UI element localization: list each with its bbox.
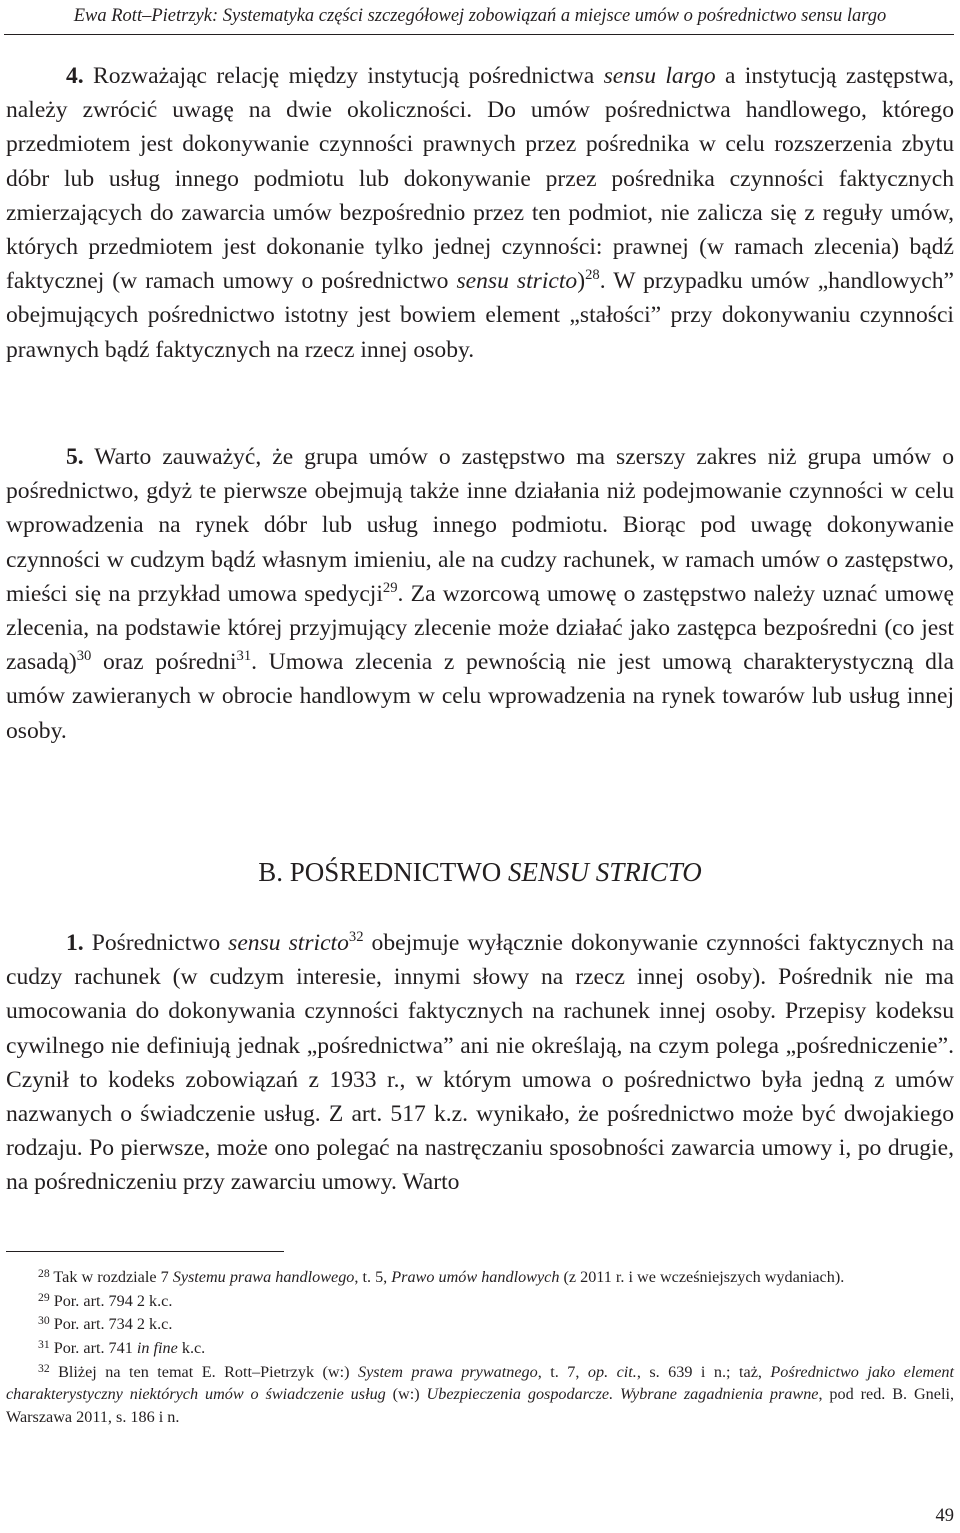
footnote-32: $^{32}$ Bliżej na ten temat E. Rott–Pietrzyk (w:) System prawa prywatnego, t. 7, op. cit., s. 639 i n.; taż, Pośrednictwo jako element charakterystyczny niektórych umów o świadczenie usług (w:) Ubezpieczenia gospodarcze. Wybrane zagadnienia prawne, pod red. B. Gneli, Warszawa 2011, s. 186 i n. (6, 1361, 955, 1426)
footnote-ref-28[interactable]: 28 (585, 267, 600, 284)
footnote-ref-31[interactable]: 31 (236, 648, 252, 665)
page-number: 49 (935, 1506, 954, 1526)
section-heading-b: B. POŚREDNICTWO SENSU STRICTO (258, 857, 702, 887)
paragraph-5: 5. Warto zauważyć, że grupa umów o zastępstwo ma szerszy zakres niż grupa umów o pośrednictwo, gdyż te pierwsze obejmują także inne działania niż podejmowanie czynności w celu wprowadzenia na rynek dóbr lub usług innego podmiotu. Biorąc pod uwagę dokonywanie czynności w cudzym bądź własnym imieniu, ale na cudzy rachunek, w ramach umów o zastępstwo, mieści się na przykład umowa spedycji$^{29}$. Za wzorcową umowę o zastępstwo należy uznać umowę zlecenia, na podstawie której przyjmujący zlecenie może działać jako zastępca bezpośredni (co jest zasadą)$^{30}$ oraz pośredni$^{31}$. Umowa zlecenia z pewnością nie jest umową charakterystyczną dla umów zawieranych w obrocie handlowym w celu wprowadzenia na rynek towarów lub usług innej osoby. (6, 444, 954, 744)
paragraph-number: 5. (66, 444, 84, 470)
running-header: Ewa Rott–Pietrzyk: Systematyka części szczegółowej zobowiązań a miejsce umów o pośrednictwo sensu largo (73, 6, 887, 26)
footnote-ref-32[interactable]: 32 (348, 929, 364, 946)
header-rule (4, 34, 954, 35)
footnote-30: $^{30}$ Por. art. 734 2 k.c. (38, 1314, 173, 1334)
footnote-ref-29[interactable]: 29 (382, 580, 398, 597)
footnote-31: $^{31}$ Por. art. 741 in fine k.c. (38, 1337, 206, 1358)
paragraph-b1: 1. Pośrednictwo sensu stricto$^{32}$ obejmuje wyłącznie dokonywanie czynności faktycznych na cudzy rachunek (w cudzym interesie, innymi słowy na rzecz innej osoby). Pośrednik nie ma umocowania do dokonywania czynności faktycznych na rachunek innej osoby. Przepisy kodeksu cywilnego nie definiują jednak „pośrednictwa” ani nie określają, na czym polega „pośredniczenie”. Czynił to kodeks zobowiązań z 1933 r., w którym umowa o pośrednictwo była jedną z umów nazwanych o świadczenie usług. Z art. 517 k.z. wynikało, że pośrednictwo może być dwojakiego rodzaju. Po pierwsze, może ono polegać na nastręczaniu sposobności zawarcia umowy i, po drugie, na pośredniczeniu przy zawarciu umowy. Warto (6, 929, 954, 1196)
footnote-29: $^{29}$ Por. art. 794 2 k.c. (38, 1290, 173, 1310)
footnote-28: $^{28}$ Tak w rozdziale 7 Systemu prawa handlowego, t. 5, Prawo umów handlowych (z 2011 r. i we wcześniejszych wydaniach). (38, 1266, 845, 1286)
paragraph-number: 1. (66, 930, 84, 956)
footnote-ref-30[interactable]: 30 (76, 648, 92, 665)
footnotes (6, 1266, 954, 1429)
paragraph-4: 4. Rozważając relację między instytucją pośrednictwa sensu largo a instytucją zastępstwa, należy zwrócić uwagę na dwie okoliczności. Do umów pośrednictwa handlowego, którego przedmiotem jest dokonywanie czynności prawnych przez pośrednika w celu rozszerzenia zbytu dóbr lub usług innego podmiotu lub dokonywanie przez pośrednika czynności faktycznych zmierzających do zawarcia umów bezpośrednio przez ten podmiot, nie zalicza się z reguły umów, których przedmiotem jest dokonanie tylko jednej czynności: prawnej (w ramach zlecenia) bądź faktycznej (w ramach umowy o pośrednictwo sensu stricto)$^{28}$. W przypadku umów „handlowych” obejmujących pośrednictwo istotny jest bowiem element „stałości” przy dokonywaniu czynności prawnych bądź faktycznych na rzecz innej osoby. (6, 63, 954, 363)
paragraph-number: 4. (66, 63, 84, 89)
footnote-rule (6, 1251, 284, 1252)
